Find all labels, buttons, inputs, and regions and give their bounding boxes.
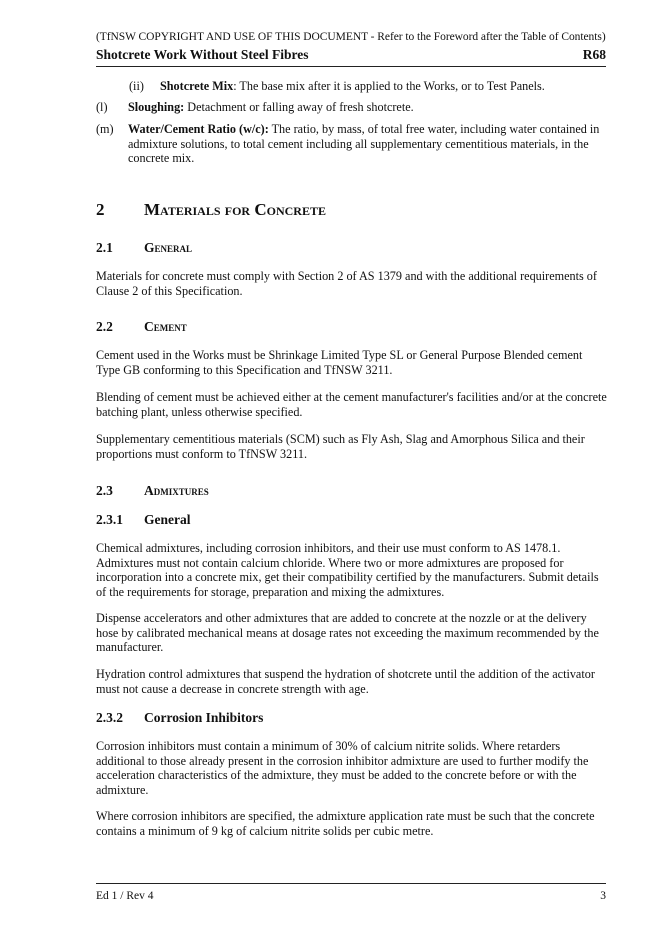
paragraph: Where corrosion inhibitors are specified, the admixture application rate must be such that the concrete contains a minimum of 9 kg of calcium nitrite solids per cubic metre. [96, 809, 595, 838]
document-reference: R68 [582, 47, 606, 62]
definition-number: (ii) [129, 79, 144, 93]
section-title: Materials for Concrete [144, 200, 326, 219]
subsubsection-title: Corrosion Inhibitors [144, 710, 264, 725]
subsection-number: 2.2 [96, 319, 113, 334]
paragraph: Blending of cement must be achieved either at the cement manufacturer's facilities and/or at the concrete batching plant, unless otherwise specified. [96, 390, 607, 419]
footer-divider [96, 883, 606, 884]
definition-text: Detachment or falling away of fresh shotcrete. [184, 100, 414, 114]
header-divider [96, 66, 606, 67]
paragraph: Materials for concrete must comply with Section 2 of AS 1379 and with the additional requirements of Clause 2 of this Specification. [96, 269, 597, 298]
definition-term: Shotcrete Mix [160, 79, 234, 93]
definition-item [128, 122, 608, 166]
subsubsection-number: 2.3.2 [96, 710, 123, 725]
subsection-title: General [144, 240, 193, 255]
document-title: Shotcrete Work Without Steel Fibres [96, 47, 309, 62]
definition-text: The ratio, by mass, of total free water, including water contained in admixture solutions, to total cement including all supplementary cementitious materials, in the concrete mix. [128, 122, 600, 166]
subsection-number: 2.1 [96, 240, 113, 255]
paragraph: Supplementary cementitious materials (SCM) such as Fly Ash, Slag and Amorphous Silica and their proportions must conform to TfNSW 3211. [96, 432, 585, 461]
definition-text: The base mix after it is applied to the Works, or to Test Panels. [236, 79, 545, 93]
definition-term-suffix: : [233, 79, 237, 93]
page-number: 3 [600, 890, 606, 902]
subsection-title: Cement [144, 319, 187, 334]
paragraph: Chemical admixtures, including corrosion inhibitors, and their use must conform to AS 1478.1. Admixtures must not contain calcium chloride. Where two or more admixtures are proposed for incorporation into a concrete mix, get their compatibility certified by the manufacturers. Submit details of the requirements for storage, preparation and mixing the admixtures. [96, 541, 599, 599]
definition-number: (m) [96, 122, 114, 136]
subsection-number: 2.3 [96, 483, 113, 498]
section-number: 2 [96, 200, 105, 219]
paragraph: Corrosion inhibitors must contain a minimum of 30% of calcium nitrite solids. Where retarders additional to those already present in the corrosion inhibitor admixture are used to further modify the acceleration characteristics of the admixture, they must be added to the concrete before or with the admixture. [96, 739, 589, 797]
definition-item [128, 100, 608, 115]
definition-term: Sloughing: [128, 100, 185, 114]
definition-term: Water/Cement Ratio (w/c): [128, 122, 269, 136]
definition-number: (l) [96, 100, 108, 114]
paragraph: Cement used in the Works must be Shrinkage Limited Type SL or General Purpose Blended cement Type GB conforming to this Specification and TfNSW 3211. [96, 348, 583, 377]
paragraph: Hydration control admixtures that suspend the hydration of shotcrete until the addition of the activator must not cause a decrease in concrete strength with age. [96, 667, 595, 696]
subsubsection-title: General [144, 512, 191, 527]
copyright-notice: (TfNSW COPYRIGHT AND USE OF THIS DOCUMENT - Refer to the Foreword after the Table of Contents) [96, 31, 606, 43]
subsection-title: Admixtures [144, 483, 209, 498]
paragraph: Dispense accelerators and other admixtures that are added to concrete at the nozzle or at the delivery hose by calibrated mechanical means at dosage rates not exceeding the maximum recommended by the manufacturer. [96, 611, 599, 655]
definition-item [160, 79, 608, 94]
edition-label: Ed 1 / Rev 4 [96, 890, 154, 902]
subsubsection-number: 2.3.1 [96, 512, 123, 527]
